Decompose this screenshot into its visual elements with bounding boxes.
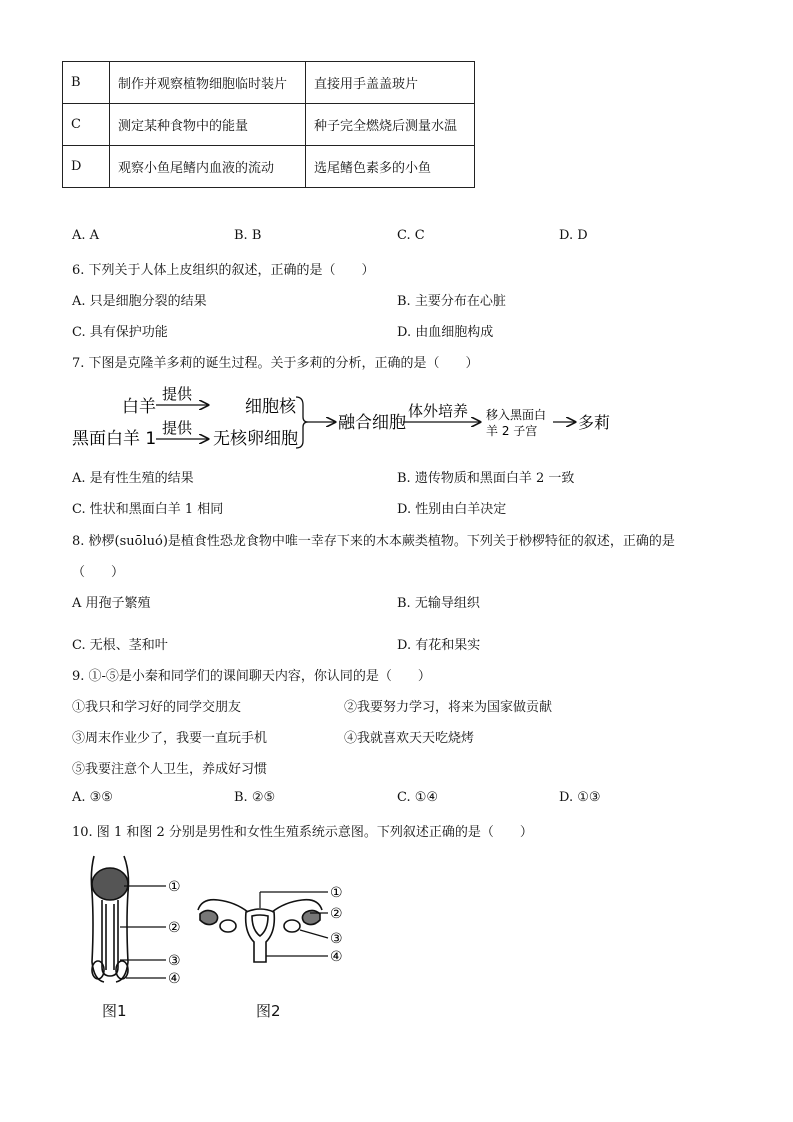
q8-option-b: B. 无输导组织	[397, 596, 480, 611]
fig2-caption: 图2	[256, 1002, 281, 1020]
table-row	[63, 62, 475, 104]
provide-label-1: 提供	[162, 385, 193, 403]
table-row	[63, 146, 475, 188]
table-cell: B	[63, 62, 110, 104]
q8-option-d: D. 有花和果实	[397, 638, 481, 653]
q9-option-c: C. ①④	[397, 790, 439, 805]
q7-option-a: A. 是有性生殖的结果	[72, 471, 194, 486]
q9-item-1: ①我只和学习好的同学交朋友	[72, 700, 242, 715]
fig1-label-1: ①	[168, 879, 181, 895]
q7-option-b: B. 遗传物质和黑面白羊 2 一致	[397, 471, 575, 486]
provide-label-2: 提供	[162, 419, 193, 437]
fused-cell-label: 融合细胞	[338, 413, 406, 433]
q5-option-b: B. B	[234, 228, 262, 243]
q9-item-5: ⑤我要注意个人卫生，养成好习惯	[72, 762, 268, 777]
cloning-diagram	[70, 385, 615, 455]
implant-label-1: 移入黑面白	[486, 408, 547, 422]
dolly-label: 多莉	[578, 413, 611, 432]
q6-option-a: A. 只是细胞分裂的结果	[72, 294, 207, 309]
q9-item-2: ②我要努力学习，将来为国家做贡献	[344, 700, 553, 715]
culture-label: 体外培养	[408, 402, 469, 420]
q8-option-c: C. 无根、茎和叶	[72, 638, 168, 653]
fig1-label-2: ②	[168, 920, 181, 936]
q7-option-c: C. 性状和黑面白羊 1 相同	[72, 502, 224, 517]
q9-item-3: ③周末作业少了，我要一直玩手机	[72, 731, 268, 746]
female-reproductive-figure	[190, 880, 355, 972]
q7-stem: 7. 下图是克隆羊多莉的诞生过程。关于多莉的分析，正确的是（ ）	[72, 356, 479, 371]
q9-item-4: ④我就喜欢天天吃烧烤	[344, 731, 475, 746]
fig2-label-2: ②	[330, 906, 343, 922]
experiment-table	[62, 61, 475, 188]
q9-option-d: D. ①③	[559, 790, 601, 805]
fig1-label-3: ③	[168, 953, 181, 969]
fig2-label-3: ③	[330, 931, 343, 947]
q5-option-d: D. D	[559, 228, 588, 243]
table-cell: C	[63, 104, 110, 146]
fig2-label-4: ④	[330, 949, 343, 965]
q6-option-c: C. 具有保护功能	[72, 325, 168, 340]
fig2-label-1: ①	[330, 885, 343, 901]
q6-stem: 6. 下列关于人体上皮组织的叙述，正确的是（ ）	[72, 263, 375, 278]
nucleus-label: 细胞核	[245, 397, 296, 417]
fig1-label-4: ④	[168, 971, 181, 987]
table-cell: 选尾鳍色素多的小鱼	[306, 146, 475, 188]
q8-option-a: A 用孢子繁殖	[72, 596, 151, 611]
table-cell: 直接用手盖盖玻片	[306, 62, 475, 104]
q5-option-a: A. A	[72, 228, 100, 243]
black-sheep-label: 黑面白羊 1	[72, 429, 157, 449]
implant-label-2: 羊 2 子宫	[486, 424, 538, 438]
q8-stem-cont: （ ）	[72, 565, 125, 580]
q9-option-b: B. ②⑤	[234, 790, 276, 805]
male-reproductive-figure	[80, 852, 195, 994]
table-cell: 制作并观察植物细胞临时装片	[110, 62, 306, 104]
table-cell: D	[63, 146, 110, 188]
q6-option-d: D. 由血细胞构成	[397, 325, 494, 340]
q10-stem: 10. 图 1 和图 2 分别是男性和女性生殖系统示意图。下列叙述正确的是（ ）	[72, 825, 533, 840]
fig1-caption: 图1	[102, 1002, 127, 1020]
q5-option-c: C. C	[397, 228, 425, 243]
q6-option-b: B. 主要分布在心脏	[397, 294, 506, 309]
table-cell: 种子完全燃烧后测量水温	[306, 104, 475, 146]
table-row	[63, 104, 475, 146]
table-cell: 观察小鱼尾鳍内血液的流动	[110, 146, 306, 188]
table-cell: 测定某种食物中的能量	[110, 104, 306, 146]
q9-stem: 9. ①-⑤是小秦和同学们的课间聊天内容，你认同的是（ ）	[72, 669, 431, 684]
q8-stem: 8. 桫椤(suōluó)是植食性恐龙食物中唯一幸存下来的木本蕨类植物。下列关于桫椤特征的叙述，正确的是	[72, 534, 675, 549]
q9-option-a: A. ③⑤	[72, 790, 113, 805]
q7-option-d: D. 性别由白羊决定	[397, 502, 507, 517]
white-sheep-label: 白羊	[122, 397, 156, 417]
egg-label: 无核卵细胞	[213, 429, 298, 449]
